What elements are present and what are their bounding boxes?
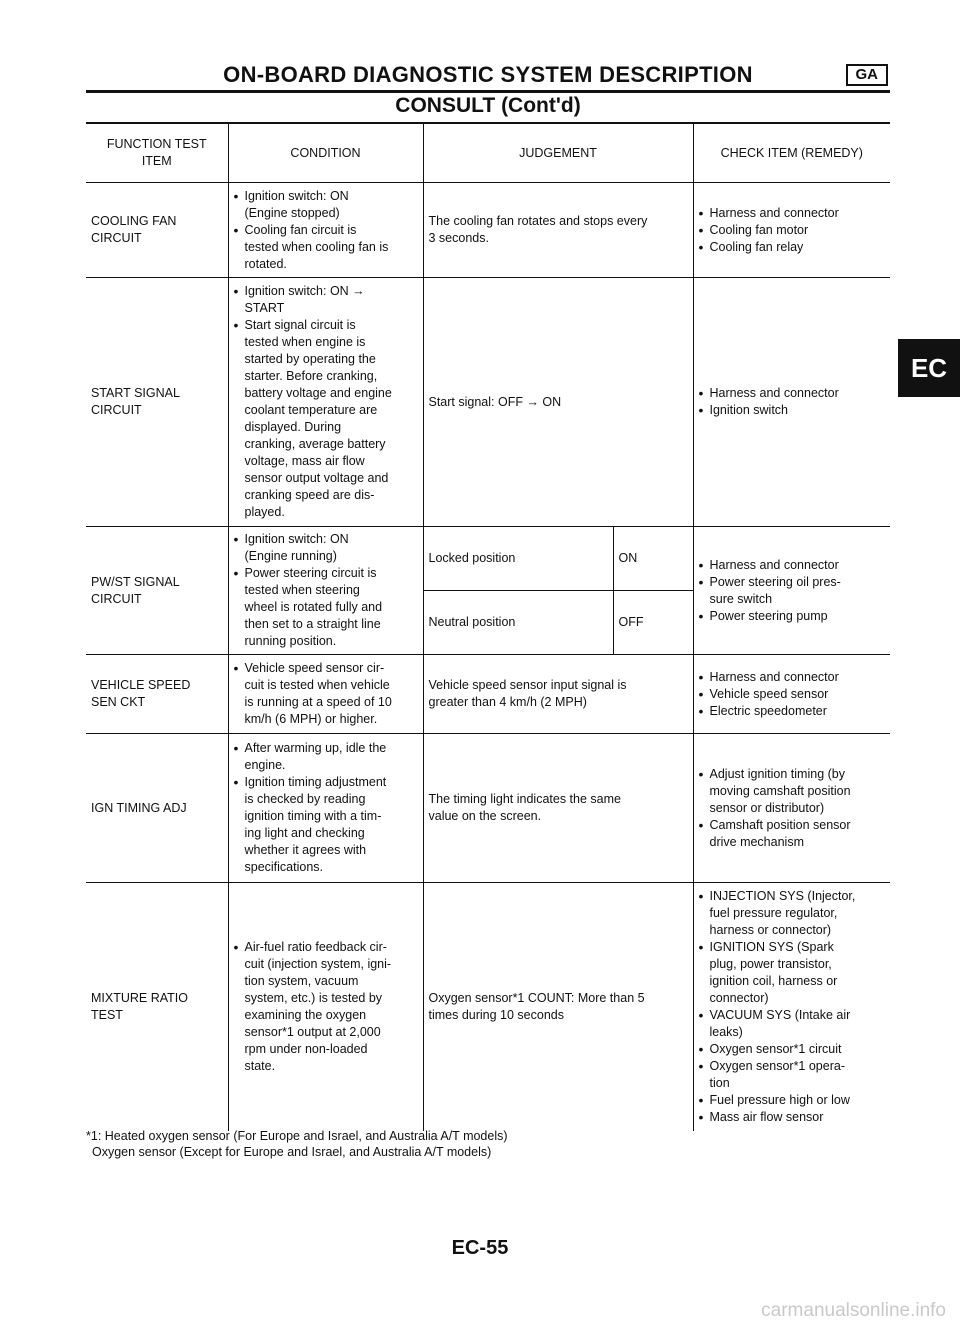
row-condition: [228, 883, 423, 1132]
row-check: [693, 527, 890, 655]
condition-bullet: • Ignition timing adjustment is checked by reading ignition timing with a tim- ing light and checking whether it agrees with specifications.: [234, 774, 418, 876]
row-item: PW/ST SIGNAL CIRCUIT: [86, 527, 228, 655]
row-check: [693, 278, 890, 527]
row-condition: [228, 734, 423, 883]
table-row: [86, 183, 890, 278]
check-bullet: • Vehicle speed sensor: [699, 686, 886, 703]
check-bullet: • IGNITION SYS (Spark plug, power transistor, ignition coil, harness or connector): [699, 939, 886, 1007]
condition-bullet: • Vehicle speed sensor cir- cuit is tested when vehicle is running at a speed of 10 km/h (6 MPH) or higher.: [234, 660, 418, 728]
footnote: [86, 1128, 508, 1160]
condition-bullet: • Cooling fan circuit is tested when cooling fan is rotated.: [234, 222, 418, 273]
check-bullet: • Cooling fan motor: [699, 222, 886, 239]
check-bullet: • Power steering pump: [699, 608, 886, 625]
judgement-position: Locked position: [423, 527, 613, 591]
footnote-line: Oxygen sensor (Except for Europe and Israel, and Australia A/T models): [92, 1145, 492, 1159]
row-check: [693, 734, 890, 883]
title-line: [86, 62, 890, 88]
judgement-state: OFF: [613, 591, 693, 655]
section-side-tab: EC: [898, 339, 960, 397]
page-header: [86, 62, 890, 118]
row-judgement: The timing light indicates the same value on the screen.: [423, 734, 693, 883]
check-bullet: • VACUUM SYS (Intake air leaks): [699, 1007, 886, 1041]
condition-bullet: • Power steering circuit is tested when steering wheel is rotated fully and then set to a straight line running position.: [234, 565, 418, 650]
page-title: ON-BOARD DIAGNOSTIC SYSTEM DESCRIPTION: [223, 62, 753, 87]
watermark: carmanualsonline.info: [761, 1300, 946, 1321]
row-condition: [228, 278, 423, 527]
title-rule: [86, 90, 890, 93]
table-row: [86, 655, 890, 734]
header-function-test-item: FUNCTION TEST ITEM: [86, 123, 228, 183]
check-bullet: • Mass air flow sensor: [699, 1109, 886, 1126]
row-check: [693, 655, 890, 734]
condition-bullet: • Air-fuel ratio feedback cir- cuit (injection system, igni- tion system, vacuum system, etc.) is tested by examining the oxygen sensor*1 output at 2,000 rpm under non-loaded state.: [234, 939, 418, 1075]
row-check: [693, 883, 890, 1132]
row-condition: [228, 655, 423, 734]
header-check-item: CHECK ITEM (REMEDY): [693, 123, 890, 183]
judgement-state: ON: [613, 527, 693, 591]
row-item: VEHICLE SPEED SEN CKT: [86, 655, 228, 734]
check-bullet: • Cooling fan relay: [699, 239, 886, 256]
table-row: [86, 734, 890, 883]
table-header-row: [86, 123, 890, 183]
row-item: START SIGNAL CIRCUIT: [86, 278, 228, 527]
check-bullet: • Power steering oil pres- sure switch: [699, 574, 886, 608]
condition-bullet: • After warming up, idle the engine.: [234, 740, 418, 774]
consult-function-test-table: [86, 122, 890, 1131]
row-judgement: Start signal: OFF → ON: [423, 278, 693, 527]
check-bullet: • Harness and connector: [699, 669, 886, 686]
check-bullet: • Harness and connector: [699, 205, 886, 222]
check-bullet: • INJECTION SYS (Injector, fuel pressure regulator, harness or connector): [699, 888, 886, 939]
condition-bullet: • Ignition switch: ON (Engine running): [234, 531, 418, 565]
row-judgement: Oxygen sensor*1 COUNT: More than 5 times during 10 seconds: [423, 883, 693, 1132]
row-condition: [228, 183, 423, 278]
row-item: COOLING FAN CIRCUIT: [86, 183, 228, 278]
row-item: MIXTURE RATIO TEST: [91, 991, 188, 1022]
judgement-position: Neutral position: [423, 591, 613, 655]
section-badge: GA: [846, 64, 889, 86]
header-condition: CONDITION: [228, 123, 423, 183]
page-number: EC-55: [451, 1237, 509, 1259]
condition-bullet: • Ignition switch: ON (Engine stopped): [234, 188, 418, 222]
footnote-line: *1: Heated oxygen sensor (For Europe and Israel, and Australia A/T models): [86, 1129, 508, 1143]
check-bullet: • Fuel pressure high or low: [699, 1092, 886, 1109]
check-bullet: • Electric speedometer: [699, 703, 886, 720]
table-row: [86, 278, 890, 527]
row-judgement: The cooling fan rotates and stops every 3 seconds.: [423, 183, 693, 278]
condition-bullet: • Start signal circuit is tested when engine is started by operating the starter. Before cranking, battery voltage and engine coolant temperature are displayed. During cranking, average battery voltage, mass air flow sensor output voltage and cranking speed are dis- played.: [234, 317, 418, 521]
row-condition: [228, 527, 423, 655]
row-item: IGN TIMING ADJ: [86, 734, 228, 883]
check-bullet: • Harness and connector: [699, 385, 886, 402]
row-judgement: Vehicle speed sensor input signal is greater than 4 km/h (2 MPH): [423, 655, 693, 734]
table-row: [86, 527, 890, 591]
row-check: [693, 183, 890, 278]
check-bullet: • Camshaft position sensor drive mechanism: [699, 817, 886, 851]
check-bullet: • Harness and connector: [699, 557, 886, 574]
check-bullet: • Adjust ignition timing (by moving camshaft position sensor or distributor): [699, 766, 886, 817]
check-bullet: • Ignition switch: [699, 402, 886, 419]
check-bullet: • Oxygen sensor*1 circuit: [699, 1041, 886, 1058]
check-bullet: • Oxygen sensor*1 opera- tion: [699, 1058, 886, 1092]
header-judgement: JUDGEMENT: [423, 123, 693, 183]
page-subtitle: CONSULT (Cont'd): [395, 94, 581, 117]
condition-bullet: • Ignition switch: ON → START: [234, 283, 418, 317]
table-row: [86, 883, 890, 1132]
